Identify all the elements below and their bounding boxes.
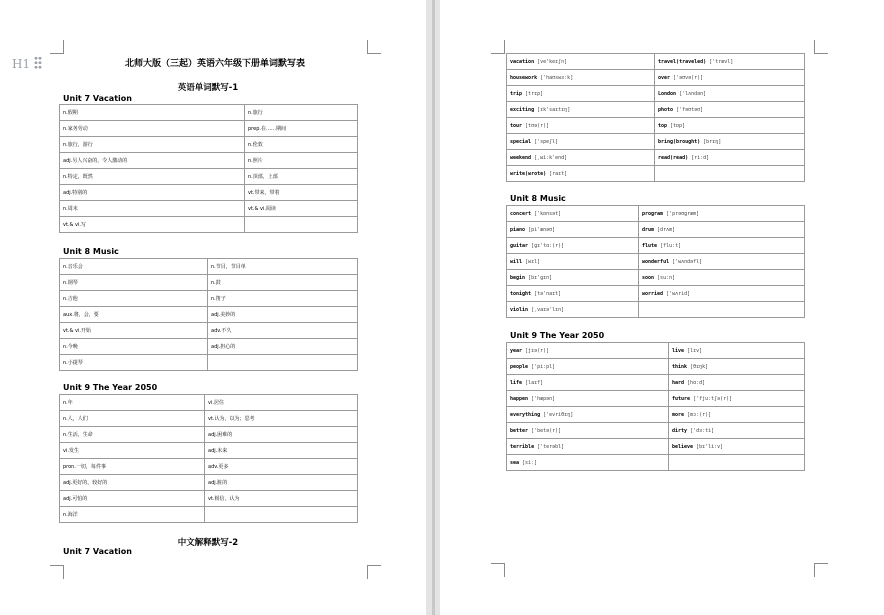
unit-9-heading: Unit 9 The Year 2050 bbox=[510, 331, 605, 340]
table-row bbox=[60, 475, 358, 491]
vocab-phonetic: [tɒp] bbox=[670, 122, 686, 129]
vocab-word: London bbox=[658, 90, 677, 97]
vocab-phonetic: [hɑːd] bbox=[687, 379, 706, 386]
vocab-cell[interactable] bbox=[655, 54, 805, 70]
vocab-cell[interactable] bbox=[507, 302, 639, 318]
vocab-cell[interactable] bbox=[507, 391, 669, 407]
vocab-phonetic: [riːd] bbox=[691, 154, 710, 161]
vocab-cell[interactable]: n.旅行 bbox=[245, 105, 358, 121]
vocab-cell[interactable] bbox=[507, 238, 639, 254]
table-row bbox=[507, 206, 805, 222]
vocab-cell[interactable]: aux.将，会，要 bbox=[60, 307, 208, 323]
vocab-word: live bbox=[672, 347, 685, 354]
vocab-cell[interactable]: vt.& vi.阅读 bbox=[245, 201, 358, 217]
vocab-phonetic: [bɪ'liːv] bbox=[696, 443, 724, 450]
vocab-cell[interactable] bbox=[655, 70, 805, 86]
vocab-cell[interactable]: n.家务劳动 bbox=[60, 121, 245, 137]
vocab-cell[interactable] bbox=[639, 206, 805, 222]
table-row bbox=[507, 391, 805, 407]
vocab-cell[interactable] bbox=[639, 238, 805, 254]
vocab-word: program bbox=[642, 210, 664, 217]
document-page-right bbox=[440, 0, 884, 615]
vocab-phonetic: [tʊə(r)] bbox=[525, 122, 550, 129]
crop-mark bbox=[367, 565, 381, 579]
vocab-word: begin bbox=[510, 274, 526, 281]
vocab-phonetic: ['fəʊtəʊ] bbox=[676, 106, 704, 113]
vocab-phonetic: [jɪə(r)] bbox=[525, 347, 550, 354]
table-row bbox=[507, 150, 805, 166]
vocab-cell[interactable] bbox=[507, 222, 639, 238]
vocab-cell[interactable] bbox=[245, 217, 358, 233]
vocab-cell[interactable] bbox=[507, 343, 669, 359]
vocab-word: worried bbox=[642, 290, 664, 297]
unit-9-en-table bbox=[506, 342, 805, 471]
vocab-phonetic: [brɪŋ] bbox=[703, 138, 722, 145]
vocab-word: soon bbox=[642, 274, 655, 281]
vocab-cell[interactable] bbox=[507, 407, 669, 423]
vocab-word: photo bbox=[658, 106, 674, 113]
vocab-cell[interactable]: n.旅行，游行 bbox=[60, 137, 245, 153]
table-row bbox=[507, 439, 805, 455]
vocab-cell[interactable] bbox=[669, 455, 805, 471]
exercise-1-title: 英语单词默写-1 bbox=[177, 83, 239, 93]
table-row bbox=[60, 217, 358, 233]
vocab-cell[interactable]: n.生活，生命 bbox=[60, 427, 205, 443]
vocab-word: think bbox=[672, 363, 688, 370]
vocab-cell[interactable]: adj.困难的 bbox=[205, 427, 358, 443]
vocab-phonetic: [ɪk'saɪtɪŋ] bbox=[537, 106, 571, 113]
vocab-cell[interactable] bbox=[507, 70, 655, 86]
table-row bbox=[507, 375, 805, 391]
vocab-word: travel(traveled) bbox=[658, 58, 707, 65]
table-row bbox=[60, 121, 358, 137]
table-row bbox=[507, 70, 805, 86]
vocab-cell[interactable] bbox=[507, 286, 639, 302]
vocab-phonetic: [mɔː(r)] bbox=[687, 411, 712, 418]
vocab-cell[interactable] bbox=[507, 359, 669, 375]
vocab-phonetic: [ɡɪ'tɑː(r)] bbox=[531, 242, 565, 249]
table-row bbox=[60, 427, 358, 443]
vocab-word: will bbox=[510, 258, 523, 265]
table-row bbox=[60, 323, 358, 339]
vocab-phonetic: [suːn] bbox=[657, 274, 676, 281]
vocab-word: life bbox=[510, 379, 523, 386]
table-row bbox=[507, 302, 805, 318]
vocab-cell[interactable] bbox=[639, 286, 805, 302]
vocab-cell[interactable] bbox=[655, 86, 805, 102]
vocab-word: terrible bbox=[510, 443, 535, 450]
vocab-word: tour bbox=[510, 122, 523, 129]
vocab-word: top bbox=[658, 122, 668, 129]
vocab-phonetic: [wɪl] bbox=[525, 258, 541, 265]
vocab-cell[interactable]: adj.可怕的 bbox=[60, 491, 205, 507]
vocab-cell[interactable]: pron.一切，每件事 bbox=[60, 459, 205, 475]
vocab-phonetic: ['evriθɪŋ] bbox=[543, 411, 574, 418]
vocab-word: future bbox=[672, 395, 691, 402]
crop-mark bbox=[814, 563, 828, 577]
table-row bbox=[507, 359, 805, 375]
vocab-word: hard bbox=[672, 379, 685, 386]
vocab-cell[interactable]: n.鼓 bbox=[208, 275, 358, 291]
vocab-cell[interactable]: n.假期 bbox=[60, 105, 245, 121]
exercise-2-title: 中文解释默写-2 bbox=[177, 538, 239, 548]
vocab-cell[interactable] bbox=[507, 54, 655, 70]
crop-mark bbox=[367, 40, 381, 54]
table-row bbox=[507, 166, 805, 182]
vocab-cell[interactable]: adj.未来 bbox=[205, 443, 358, 459]
vocab-phonetic: ['lʌndən] bbox=[679, 90, 707, 97]
vocab-cell[interactable] bbox=[639, 222, 805, 238]
table-row bbox=[507, 343, 805, 359]
vocab-cell[interactable] bbox=[639, 270, 805, 286]
vocab-phonetic: [raɪt] bbox=[549, 170, 568, 177]
vocab-phonetic: ['prəʊɡræm] bbox=[666, 210, 700, 217]
vocab-word: weekend bbox=[510, 154, 532, 161]
vocab-word: believe bbox=[672, 443, 694, 450]
vocab-cell[interactable]: vt.认为，以为；思考 bbox=[205, 411, 358, 427]
vocab-cell[interactable]: n.人，人们 bbox=[60, 411, 205, 427]
unit-8-en-table bbox=[506, 205, 805, 318]
vocab-cell[interactable] bbox=[507, 134, 655, 150]
vocab-cell[interactable] bbox=[655, 134, 805, 150]
vocab-cell[interactable]: n.吉他 bbox=[60, 291, 208, 307]
vocab-word: better bbox=[510, 427, 529, 434]
vocab-word: dirty bbox=[672, 427, 688, 434]
table-row bbox=[507, 423, 805, 439]
vocab-phonetic: [ve'keɪʃn] bbox=[537, 58, 568, 65]
vocab-phonetic: [lɪv] bbox=[687, 347, 703, 354]
table-row bbox=[507, 286, 805, 302]
vocab-cell[interactable]: n.伦敦 bbox=[245, 137, 358, 153]
vocab-cell[interactable] bbox=[208, 355, 358, 371]
heading-level-marker[interactable]: H1 bbox=[12, 57, 31, 71]
vocab-cell[interactable]: vt.带来，带着 bbox=[245, 185, 358, 201]
vocab-word: year bbox=[510, 347, 523, 354]
vocab-cell[interactable] bbox=[507, 102, 655, 118]
vocab-cell[interactable] bbox=[507, 423, 669, 439]
vocab-phonetic: ['kɒnsət] bbox=[534, 210, 562, 217]
vocab-phonetic: [pi'ænəʊ] bbox=[528, 226, 556, 233]
table-row bbox=[507, 86, 805, 102]
vocab-word: flute bbox=[642, 242, 658, 249]
vocab-phonetic: ['trævl] bbox=[709, 58, 734, 65]
table-row bbox=[60, 259, 358, 275]
unit-7-heading: Unit 7 Vacation bbox=[63, 94, 132, 103]
vocab-word: people bbox=[510, 363, 529, 370]
vocab-phonetic: ['betə(r)] bbox=[531, 427, 562, 434]
crop-mark bbox=[491, 40, 505, 54]
table-row bbox=[507, 222, 805, 238]
vocab-cell[interactable] bbox=[507, 150, 655, 166]
vocab-word: drum bbox=[642, 226, 655, 233]
vocab-word: guitar bbox=[510, 242, 529, 249]
vocab-phonetic: ['əʊvə(r)] bbox=[673, 74, 704, 81]
vocab-cell[interactable]: n.笛子 bbox=[208, 291, 358, 307]
vocab-cell[interactable] bbox=[507, 455, 669, 471]
vocab-cell[interactable]: n.音乐会 bbox=[60, 259, 208, 275]
crop-mark bbox=[491, 563, 505, 577]
vocab-cell[interactable] bbox=[655, 150, 805, 166]
table-row bbox=[60, 275, 358, 291]
table-row bbox=[507, 455, 805, 471]
vocab-cell[interactable]: n.照片 bbox=[245, 153, 358, 169]
vocab-cell[interactable]: n.特定，既然 bbox=[60, 169, 245, 185]
table-row bbox=[60, 395, 358, 411]
vocab-cell[interactable]: n.今晚 bbox=[60, 339, 208, 355]
table-row bbox=[60, 339, 358, 355]
vocab-cell[interactable] bbox=[669, 407, 805, 423]
vocab-phonetic: [siː] bbox=[522, 459, 538, 466]
vocab-cell[interactable] bbox=[669, 439, 805, 455]
vocab-phonetic: ['piːpl] bbox=[531, 363, 556, 370]
unit-8-cn-table bbox=[59, 258, 358, 371]
vocab-cell[interactable] bbox=[507, 166, 655, 182]
vocab-word: wonderful bbox=[642, 258, 670, 265]
vocab-cell[interactable]: n.钢琴 bbox=[60, 275, 208, 291]
vocab-cell[interactable]: adv.更多 bbox=[205, 459, 358, 475]
table-row bbox=[507, 407, 805, 423]
table-row bbox=[60, 185, 358, 201]
vocab-word: special bbox=[510, 138, 532, 145]
vocab-cell[interactable]: vi.居住 bbox=[205, 395, 358, 411]
table-row bbox=[60, 443, 358, 459]
vocab-phonetic: ['hæpən] bbox=[531, 395, 556, 402]
vocab-cell[interactable]: adj.另人兴奋的，令人激动的 bbox=[60, 153, 245, 169]
vocab-cell[interactable] bbox=[669, 359, 805, 375]
vocab-cell[interactable] bbox=[669, 375, 805, 391]
vocab-cell[interactable]: vt.& vi.开始 bbox=[60, 323, 208, 339]
vocab-word: over bbox=[658, 74, 671, 81]
table-row bbox=[60, 137, 358, 153]
vocab-cell[interactable]: n.顶部，上部 bbox=[245, 169, 358, 185]
vocab-cell[interactable] bbox=[507, 86, 655, 102]
vocab-word: violin bbox=[510, 306, 529, 313]
vocab-word: concert bbox=[510, 210, 532, 217]
vocab-word: vacation bbox=[510, 58, 535, 65]
vocab-phonetic: ['wʌndəfl] bbox=[672, 258, 703, 265]
unit-9-heading: Unit 9 The Year 2050 bbox=[63, 383, 158, 392]
vocab-phonetic: ['dɜːti] bbox=[690, 427, 715, 434]
vocab-cell[interactable] bbox=[655, 102, 805, 118]
vocab-cell[interactable]: adj.脏的 bbox=[205, 475, 358, 491]
vocab-cell[interactable]: adj.更好的，较好的 bbox=[60, 475, 205, 491]
vocab-word: write(wrote) bbox=[510, 170, 547, 177]
vocab-phonetic: ['speʃl] bbox=[534, 138, 559, 145]
table-row bbox=[60, 153, 358, 169]
crop-mark bbox=[50, 565, 64, 579]
vocab-cell[interactable] bbox=[655, 118, 805, 134]
table-row bbox=[507, 270, 805, 286]
table-row bbox=[60, 507, 358, 523]
vocab-phonetic: [tə'naɪt] bbox=[534, 290, 562, 297]
vocab-word: tonight bbox=[510, 290, 532, 297]
vocab-cell[interactable] bbox=[669, 423, 805, 439]
table-row bbox=[507, 238, 805, 254]
vocab-word: bring(brought) bbox=[658, 138, 701, 145]
table-row bbox=[60, 307, 358, 323]
vocab-cell[interactable]: adj.担心的 bbox=[208, 339, 358, 355]
vocab-phonetic: ['haʊswɜːk] bbox=[540, 74, 574, 81]
vocab-phonetic: ['terəbl] bbox=[537, 443, 565, 450]
vocab-phonetic: [laɪf] bbox=[525, 379, 544, 386]
vocab-word: more bbox=[672, 411, 685, 418]
vocab-phonetic: ['fjuːtʃə(r)] bbox=[693, 395, 733, 402]
unit-8-heading: Unit 8 Music bbox=[510, 194, 566, 203]
unit-8-heading: Unit 8 Music bbox=[63, 247, 119, 256]
vocab-word: happen bbox=[510, 395, 529, 402]
vocab-phonetic: [trɪp] bbox=[525, 90, 544, 97]
table-row bbox=[507, 254, 805, 270]
vocab-cell[interactable]: n.海洋 bbox=[60, 507, 205, 523]
vocab-word: sea bbox=[510, 459, 520, 466]
vocab-cell[interactable]: prep.在……期间 bbox=[245, 121, 358, 137]
vocab-word: everything bbox=[510, 411, 541, 418]
unit-9-cn-table bbox=[59, 394, 358, 523]
vocab-phonetic: [ˌwiːk'end] bbox=[534, 154, 568, 161]
table-row bbox=[60, 491, 358, 507]
table-row bbox=[60, 105, 358, 121]
vocab-cell[interactable] bbox=[639, 302, 805, 318]
vocab-cell[interactable] bbox=[507, 270, 639, 286]
table-row bbox=[60, 201, 358, 217]
table-row bbox=[60, 169, 358, 185]
vocab-phonetic: [bɪ'ɡɪn] bbox=[528, 274, 553, 281]
vocab-cell[interactable] bbox=[655, 166, 805, 182]
table-row bbox=[60, 459, 358, 475]
table-row bbox=[60, 355, 358, 371]
vocab-cell[interactable] bbox=[669, 343, 805, 359]
table-row bbox=[60, 411, 358, 427]
vocab-word: piano bbox=[510, 226, 526, 233]
vocab-cell[interactable]: vt.& vi.写 bbox=[60, 217, 245, 233]
document-page-left bbox=[0, 0, 426, 615]
crop-mark bbox=[814, 40, 828, 54]
vocab-cell[interactable] bbox=[507, 439, 669, 455]
vocab-cell[interactable]: n.周末 bbox=[60, 201, 245, 217]
vocab-cell[interactable] bbox=[507, 118, 655, 134]
vocab-word: exciting bbox=[510, 106, 535, 113]
vocab-cell[interactable]: vi.发生 bbox=[60, 443, 205, 459]
vocab-phonetic: [ˌvaɪə'lɪn] bbox=[531, 306, 565, 313]
vocab-cell[interactable] bbox=[639, 254, 805, 270]
vocab-cell[interactable] bbox=[205, 507, 358, 523]
vocab-phonetic: [drʌm] bbox=[657, 226, 676, 233]
crop-mark bbox=[50, 40, 64, 54]
vocab-phonetic: [fluːt] bbox=[660, 242, 682, 249]
unit-7-cn-table bbox=[59, 104, 358, 233]
table-row bbox=[507, 134, 805, 150]
unit-7-heading-ex2: Unit 7 Vacation bbox=[63, 547, 132, 556]
vocab-cell[interactable]: adv.不久 bbox=[208, 323, 358, 339]
vocab-phonetic: [θɪŋk] bbox=[690, 363, 709, 370]
vocab-cell[interactable] bbox=[507, 375, 669, 391]
vocab-cell[interactable] bbox=[507, 254, 639, 270]
document-title: 北师大版（三起）英语六年级下册单词默写表 bbox=[124, 59, 305, 69]
table-row bbox=[507, 54, 805, 70]
vocab-cell[interactable]: adj.特别的 bbox=[60, 185, 245, 201]
vocab-cell[interactable]: n.小提琴 bbox=[60, 355, 208, 371]
table-row bbox=[60, 291, 358, 307]
vocab-cell[interactable]: n.节目，节目单 bbox=[208, 259, 358, 275]
vocab-word: housework bbox=[510, 74, 538, 81]
vocab-cell[interactable] bbox=[669, 391, 805, 407]
vocab-phonetic: ['wʌrid] bbox=[666, 290, 691, 297]
table-row bbox=[507, 102, 805, 118]
vertical-scrollbar[interactable] bbox=[432, 0, 435, 615]
vocab-cell[interactable] bbox=[507, 206, 639, 222]
vocab-word: read(read) bbox=[658, 154, 689, 161]
vocab-cell[interactable]: adj.美妙的 bbox=[208, 307, 358, 323]
table-row bbox=[507, 118, 805, 134]
unit-7-en-table bbox=[506, 53, 805, 182]
drag-handle-icon[interactable] bbox=[34, 56, 42, 70]
vocab-cell[interactable]: n.年 bbox=[60, 395, 205, 411]
vocab-cell[interactable]: vt.相信，认为 bbox=[205, 491, 358, 507]
vocab-word: trip bbox=[510, 90, 523, 97]
